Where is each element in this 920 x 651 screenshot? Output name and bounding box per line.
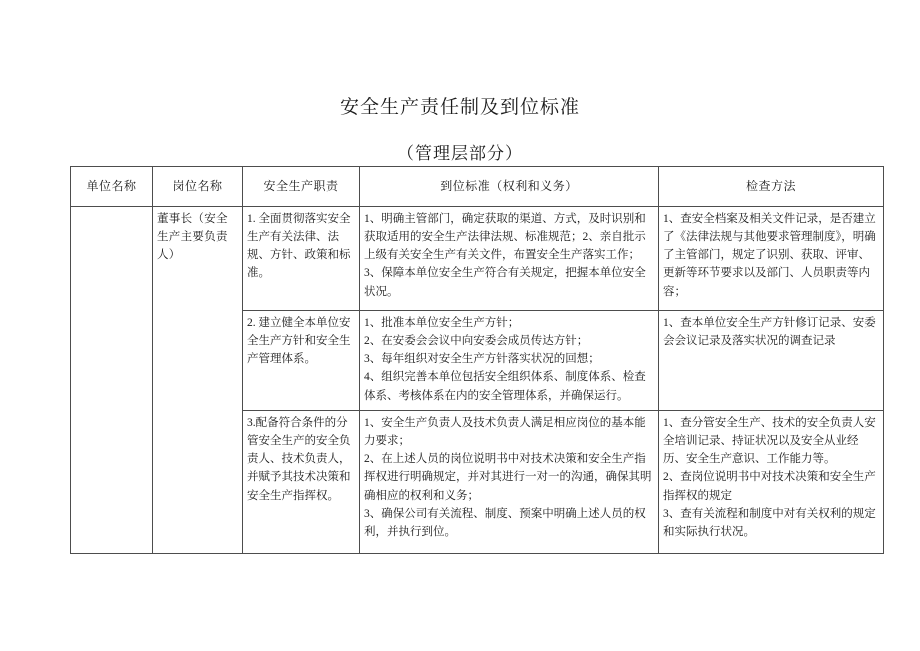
text-line: 2. 建立健全本单位安全生产方针和安全生产管理体系。 [247, 317, 351, 366]
text-line: 1、安全生产负责人及技术负责人满足相应岗位的基本能力要求； [364, 417, 646, 448]
cell-standard-3 [360, 411, 659, 554]
text-line: 1、明确主管部门，确定获取的渠道、方式，及时识别和获取适用的安全生产法律法规、标准规范；2、亲自批示上级有关安全生产有关文件，布置安全生产落实工作； [364, 213, 646, 262]
text-line: 4、组织完善本单位包括安全组织体系、制度体系、检查体系、考核体系在内的安全管理体系，并确保运行。 [364, 371, 646, 402]
text-line: 3.配备符合条件的分管安全生产的安全负责人、技术负责人，并赋予其技术决策和安全生产指挥权。 [247, 417, 351, 502]
text-line: 1、查安全档案及相关文件记录，是否建立了《法律法规与其他要求管理制度》，明确了主管部门，规定了识别、获取、评审、更新等环节要求以及部门、人员职责等内容； [663, 213, 876, 298]
cell-duty-2 [243, 311, 360, 411]
page-subtitle: （管理层部分） [397, 143, 523, 163]
responsibility-table-wrapper [70, 166, 876, 554]
table-body [71, 207, 884, 554]
page-title: 安全生产责任制及到位标准 [339, 97, 580, 118]
cell-post-name: 董事长（安全生产主要负责人） [153, 207, 243, 554]
text-line: 3、查有关流程和制度中对有关权利的规定和实际执行状况。 [663, 507, 876, 538]
cell-unit-name [71, 207, 153, 554]
cell-check-3 [659, 411, 884, 554]
column-header-unit: 单位名称 [71, 167, 153, 207]
text-line: 1、批准本单位安全生产方针； [364, 317, 520, 329]
cell-duty-1 [243, 207, 360, 311]
cell-standard-1 [360, 207, 659, 311]
text-line: 3、确保公司有关流程、制度、预案中明确上述人员的权利，并执行到位。 [364, 507, 646, 538]
cell-check-1 [659, 207, 884, 311]
table-header-row [71, 167, 884, 207]
text-line: 3、每年组织对安全生产方针落实状况的回想； [364, 353, 600, 366]
table-header [71, 167, 884, 207]
cell-duty-3 [243, 411, 360, 554]
text-line: 1. 全面贯彻落实安全生产有关法律、法规、方针、政策和标准。 [247, 213, 351, 280]
text-line: 1、查本单位安全生产方针修订记录、安委会会议记录及落实状况的调查记录 [663, 317, 876, 348]
text-line: 1、查分管安全生产、技术的安全负责人安全培训记录、持证状况以及安全从业经历、安全生产意识、工作能力等。 [663, 417, 876, 466]
column-header-post: 岗位名称 [153, 167, 243, 207]
text-line: 2、查岗位说明书中对技术决策和安全生产指挥权的规定 [663, 471, 876, 502]
text-line: 2、在安委会会议中向安委会成员传达方针； [364, 335, 589, 348]
cell-check-2 [659, 311, 884, 411]
column-header-standard: 到位标准（权利和义务） [360, 167, 659, 207]
responsibility-table [70, 166, 884, 554]
column-header-duty: 安全生产职责 [243, 167, 360, 207]
column-header-check: 检查方法 [659, 167, 884, 207]
text-line: 2、在上述人员的岗位说明书中对技术决策和安全生产指挥权进行明确规定，并对其进行一对一的沟通，确保其明确相应的权利和义务； [364, 453, 652, 502]
cell-standard-2 [360, 311, 659, 411]
text-line: 3、保障本单位安全生产符合有关规定，把握本单位安全状况。 [364, 267, 646, 298]
table-row [71, 207, 884, 311]
